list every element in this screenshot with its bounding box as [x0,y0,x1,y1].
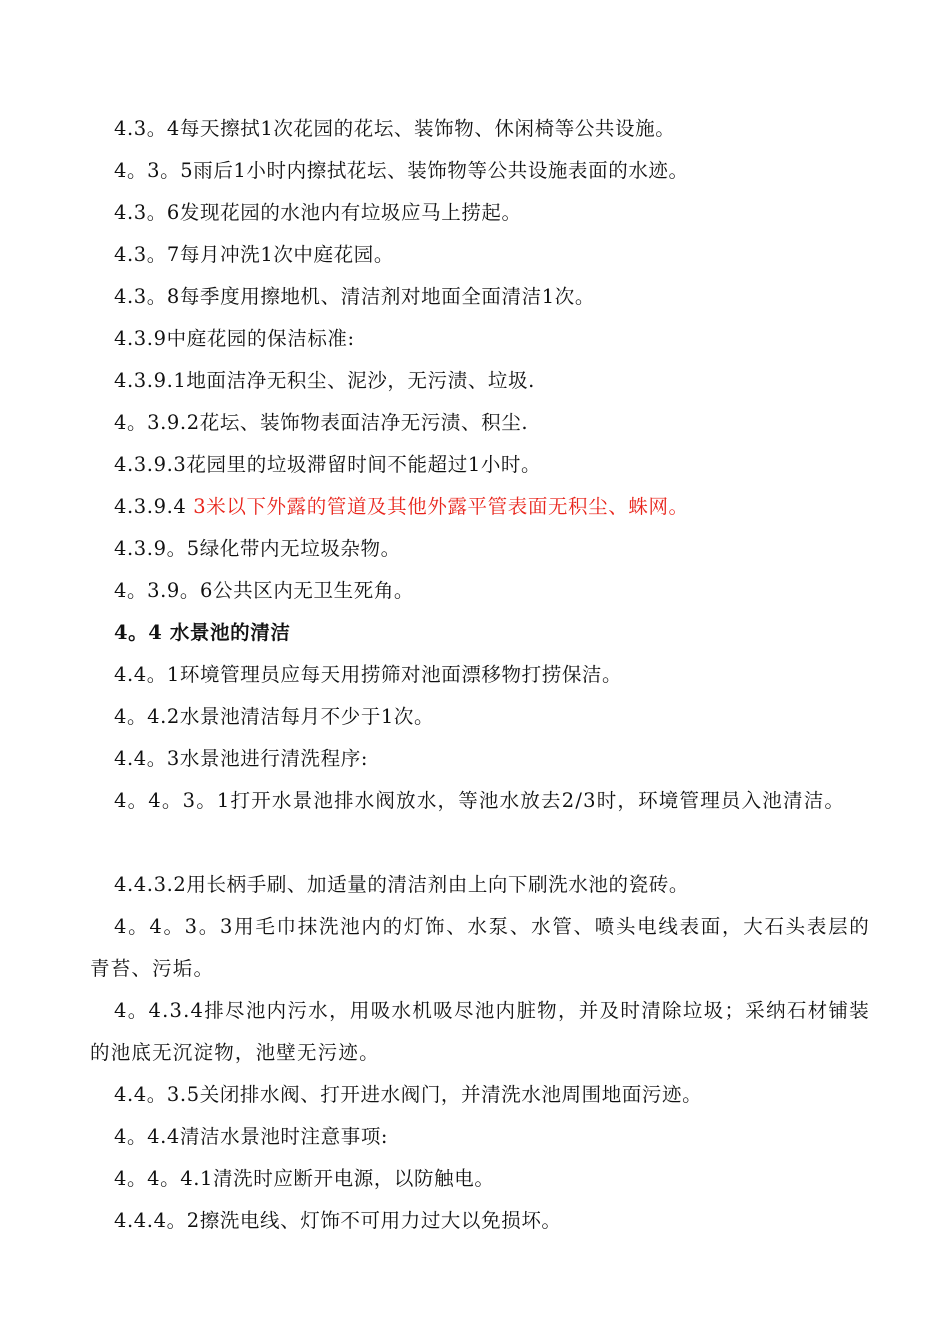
paragraph-4-3-9-2: 4。3.9.2花坛、装饰物表面洁净无污渍、积尘. [114,411,529,434]
paragraph-4-4-3-4: 4。4.3.4排尽池内污水，用吸水机吸尽池内脏物，并及时清除垃圾；采纳石材铺装的池底无沉淀物，池壁无污迹。 [90,999,870,1064]
paragraph-4-4-4-2: 4.4.4。2擦洗电线、灯饰不可用力过大以免损坏。 [114,1209,562,1232]
paragraph-4-4-3-2: 4.4.3.2用长柄手刷、加适量的清洁剂由上向下刷洗水池的瓷砖。 [114,873,689,896]
paragraph-4-3-7: 4.3。7每月冲洗1次中庭花园。 [114,243,394,266]
paragraph-4-3-9-3: 4.3.9.3花园里的垃圾滞留时间不能超过1小时。 [114,453,542,476]
paragraph-4-3-8: 4.3。8每季度用擦地机、清洁剂对地面全面清洁1次。 [114,285,595,308]
section-heading-4-4: 4。4 水景池的清洁 [114,621,291,644]
paragraph-4-4-3: 4.4。3水景池进行清洗程序: [114,747,368,770]
highlighted-text: 3米以下外露的管道及其他外露平管表面无积尘、蛛网。 [193,495,689,518]
paragraph-4-3-4: 4.3。4每天擦拭1次花园的花坛、装饰物、休闲椅等公共设施。 [114,117,676,140]
paragraph-4-4-4: 4。4.4清洁水景池时注意事项: [114,1125,389,1148]
document-body [90,108,870,1242]
paragraph-4-4-1: 4.4。1环境管理员应每天用捞筛对池面漂移物打捞保洁。 [114,663,623,686]
paragraph-4-3-9: 4.3.9中庭花园的保洁标准: [114,327,355,350]
paragraph-4-3-9-4 [90,486,870,528]
paragraph-number: 4.3.9.4 [114,495,194,518]
paragraph-4-4-3-3: 4。4。3。3用毛巾抹洗池内的灯饰、水泵、水管、喷头电线表面，大石头表层的青苔、污垢。 [90,915,870,980]
paragraph-4-4-2: 4。4.2水景池清洁每月不少于1次。 [114,705,435,728]
paragraph-4-3-9-1: 4.3.9.1地面洁净无积尘、泥沙，无污渍、垃圾. [114,369,535,392]
paragraph-4-4-4-1: 4。4。4.1清洗时应断开电源，以防触电。 [114,1167,495,1190]
paragraph-4-4-3-5: 4.4。3.5关闭排水阀、打开进水阀门，并清洗水池周围地面污迹。 [114,1083,703,1106]
paragraph-4-3-6: 4.3。6发现花园的水池内有垃圾应马上捞起。 [114,201,522,224]
paragraph-4-3-5: 4。3。5雨后1小时内擦拭花坛、装饰物等公共设施表面的水迹。 [114,159,689,182]
paragraph-4-4-3-1: 4。4。3。1打开水景池排水阀放水，等池水放去2/3时，环境管理员入池清洁。 [114,789,846,812]
paragraph-4-3-9-6: 4。3.9。6公共区内无卫生死角。 [114,579,415,602]
paragraph-4-3-9-5: 4.3.9。5绿化带内无垃圾杂物。 [114,537,401,560]
